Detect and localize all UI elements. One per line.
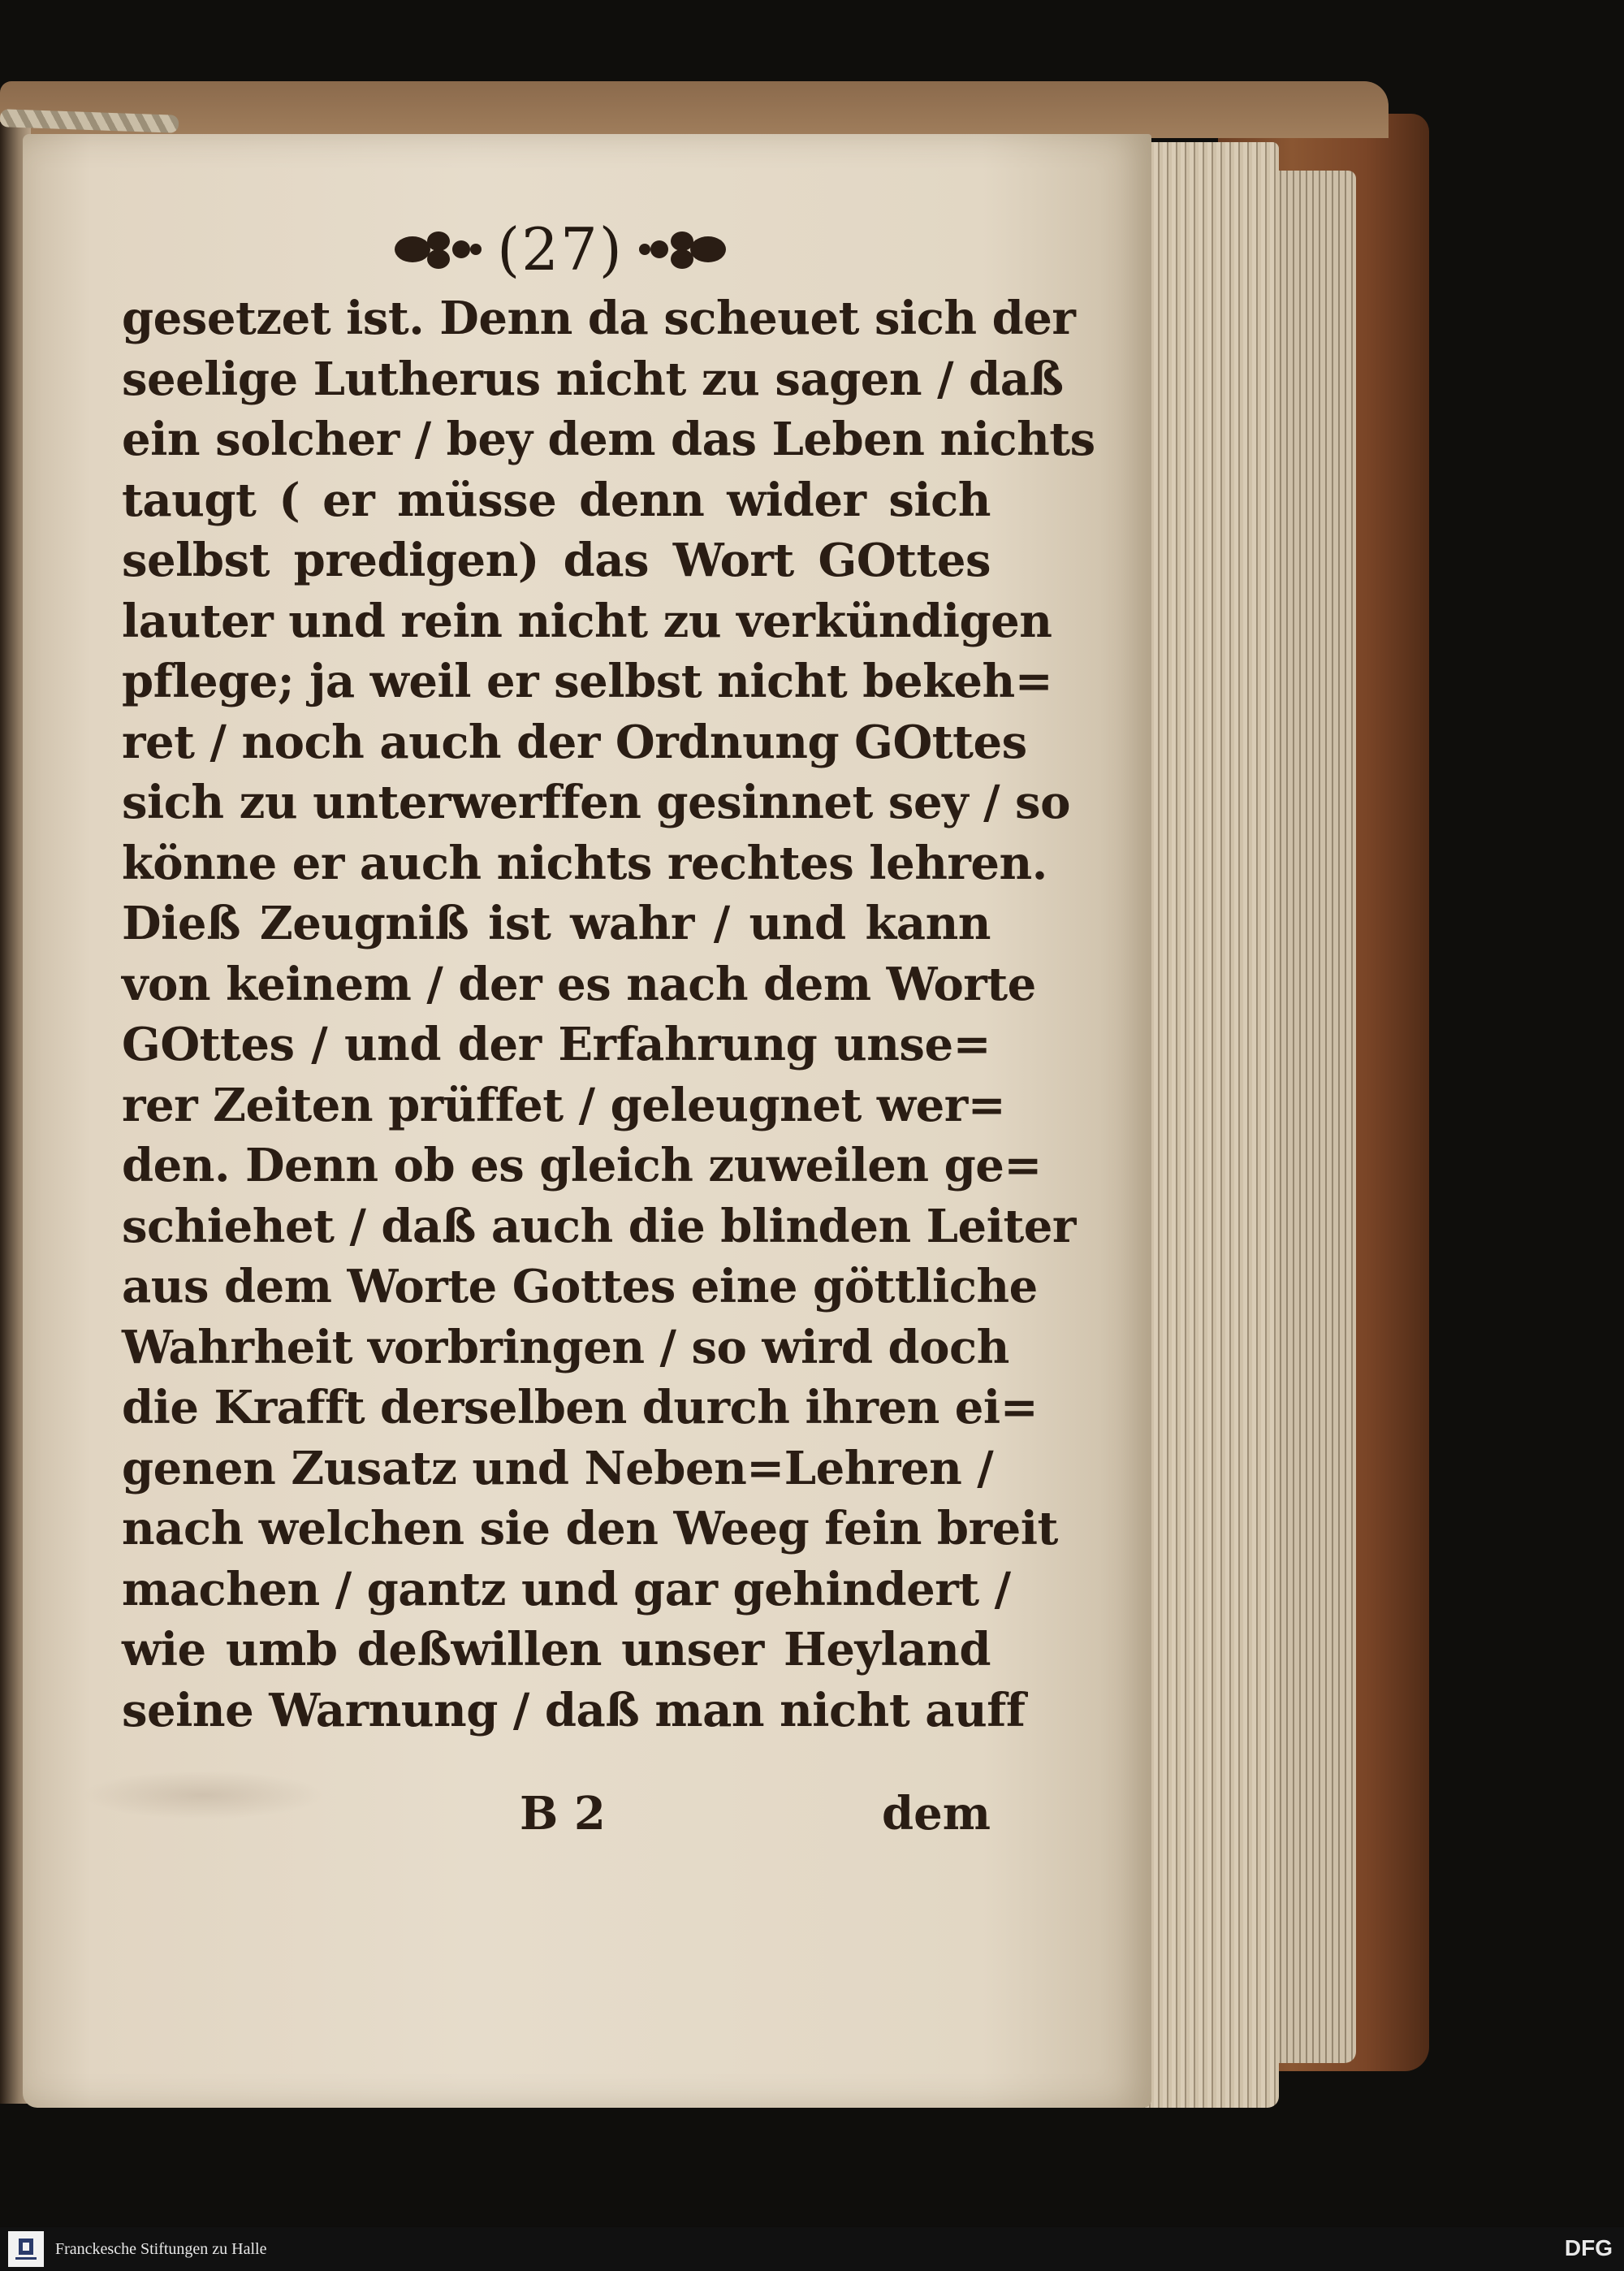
text-line: pflege; ja weil er selbst nicht bekeh= — [122, 655, 1053, 708]
text-block — [122, 288, 1095, 1741]
text-line: genen Zusatz und Neben=Lehren / — [122, 1441, 994, 1495]
page-number: (27) — [497, 215, 624, 283]
page-header — [382, 213, 739, 286]
funder-logo: DFG — [1564, 2235, 1613, 2260]
page-edges — [1145, 142, 1279, 2108]
text-line: sich zu unterwerffen gesinnet sey / so — [122, 776, 1070, 829]
text-line: gesetzet ist. Denn da scheuet sich der — [122, 292, 1076, 345]
catchword: dem — [881, 1787, 991, 1841]
text-line: GOttes / und der Erfahrung unse= — [122, 1018, 991, 1071]
institution-name: Franckesche Stiftungen zu Halle — [55, 2239, 267, 2258]
text-line: taugt ( er müsse denn wider sich — [122, 473, 991, 527]
text-line: machen / gantz und gar gehindert / — [122, 1562, 1011, 1616]
text-line: schiehet / daß auch die blinden Leiter — [122, 1199, 1076, 1253]
text-line: könne er auch nichts rechtes lehren. — [122, 836, 1047, 890]
credit-bar — [0, 2227, 1624, 2271]
page-edges-back — [1275, 171, 1356, 2063]
text-line: Dieß Zeugniß ist wahr / und kann — [122, 897, 991, 950]
text-line: aus dem Worte Gottes eine göttliche — [122, 1260, 1038, 1313]
signature-mark: B 2 — [520, 1787, 606, 1841]
text-line: wie umb deßwillen unser Heyland — [122, 1623, 991, 1676]
book-cover-top — [0, 81, 1389, 138]
page-footer — [122, 1787, 991, 1852]
text-line: den. Denn ob es gleich zuweilen ge= — [122, 1139, 1042, 1192]
text-line: Wahrheit vorbringen / so wird doch — [122, 1320, 1009, 1374]
right-ornament-icon — [635, 221, 732, 278]
text-line: die Krafft derselben durch ihren ei= — [122, 1381, 1039, 1434]
left-ornament-icon — [388, 221, 486, 278]
text-line: rer Zeiten prüffet / geleugnet wer= — [122, 1078, 1006, 1132]
text-line: von keinem / der es nach dem Worte — [122, 957, 1036, 1011]
text-line: lauter und rein nicht zu verkündigen — [122, 594, 1052, 648]
text-line: ret / noch auch der Ordnung GOttes — [122, 715, 1027, 769]
text-line: seine Warnung / daß man nicht auff — [122, 1683, 1026, 1737]
text-line: nach welchen sie den Weeg fein breit — [122, 1502, 1058, 1555]
text-line: ein solcher / bey dem das Leben nichts — [122, 413, 1095, 466]
institution-logo-icon — [8, 2231, 44, 2267]
text-line: selbst predigen) das Wort GOttes — [122, 534, 991, 587]
text-line: seelige Lutherus nicht zu sagen / daß — [122, 352, 1064, 406]
